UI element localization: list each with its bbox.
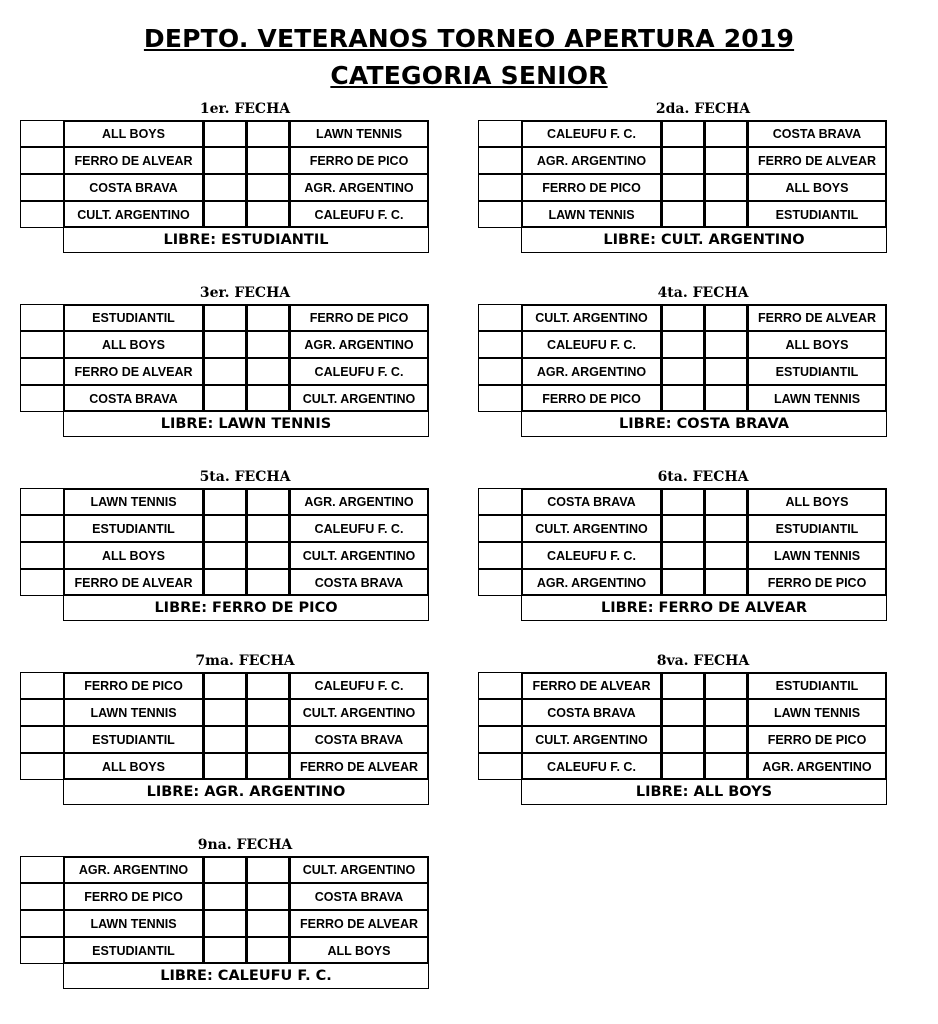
row-number-cell [478, 569, 521, 596]
row-number-cell [20, 672, 63, 699]
home-team: AGR. ARGENTINO [521, 358, 661, 385]
libre-team: LIBRE: ALL BOYS [521, 780, 887, 805]
away-team: COSTA BRAVA [289, 569, 429, 596]
away-score-cell [246, 331, 289, 358]
home-score-cell [203, 753, 246, 780]
row-number-cell [20, 515, 63, 542]
home-team: LAWN TENNIS [63, 910, 203, 937]
away-team: AGR. ARGENTINO [289, 331, 429, 358]
away-team: CULT. ARGENTINO [289, 542, 429, 569]
away-team: AGR. ARGENTINO [289, 174, 429, 201]
home-team: ALL BOYS [63, 120, 203, 147]
away-score-cell [246, 910, 289, 937]
home-team: FERRO DE ALVEAR [63, 147, 203, 174]
away-team: CULT. ARGENTINO [289, 699, 429, 726]
home-team: CALEUFU F. C. [521, 331, 661, 358]
fecha-title: 3er. FECHA [199, 285, 291, 301]
page-title: DEPTO. VETERANOS TORNEO APERTURA 2019 [143, 24, 795, 53]
away-team: ALL BOYS [747, 488, 887, 515]
fecha-title: 6ta. FECHA [657, 469, 749, 485]
row-number-cell [20, 569, 63, 596]
away-score-cell [246, 856, 289, 883]
libre-team: LIBRE: CALEUFU F. C. [63, 964, 429, 989]
home-score-cell [661, 488, 704, 515]
away-score-cell [246, 937, 289, 964]
away-team: CALEUFU F. C. [289, 515, 429, 542]
home-score-cell [203, 699, 246, 726]
fecha-title: 1er. FECHA [199, 101, 291, 117]
home-score-cell [203, 201, 246, 228]
away-score-cell [246, 385, 289, 412]
row-number-cell [20, 331, 63, 358]
home-team: FERRO DE ALVEAR [521, 672, 661, 699]
away-team: COSTA BRAVA [747, 120, 887, 147]
home-score-cell [661, 120, 704, 147]
away-team: AGR. ARGENTINO [289, 488, 429, 515]
libre-team: LIBRE: AGR. ARGENTINO [63, 780, 429, 805]
home-score-cell [203, 385, 246, 412]
row-number-cell [20, 304, 63, 331]
row-number-cell [20, 542, 63, 569]
row-number-cell [20, 488, 63, 515]
away-score-cell [704, 331, 747, 358]
away-score-cell [246, 304, 289, 331]
home-team: LAWN TENNIS [63, 488, 203, 515]
away-team: LAWN TENNIS [289, 120, 429, 147]
away-team: CALEUFU F. C. [289, 358, 429, 385]
home-team: COSTA BRAVA [63, 385, 203, 412]
away-team: FERRO DE PICO [747, 726, 887, 753]
away-team: ALL BOYS [747, 331, 887, 358]
row-number-cell [20, 937, 63, 964]
home-score-cell [203, 488, 246, 515]
away-team: ESTUDIANTIL [747, 672, 887, 699]
away-score-cell [246, 147, 289, 174]
row-number-cell [478, 672, 521, 699]
away-team: ESTUDIANTIL [747, 358, 887, 385]
row-number-cell [478, 174, 521, 201]
home-score-cell [203, 542, 246, 569]
home-team: ESTUDIANTIL [63, 515, 203, 542]
fecha-title: 9na. FECHA [197, 837, 293, 853]
row-number-cell [20, 699, 63, 726]
away-team: COSTA BRAVA [289, 726, 429, 753]
home-team: COSTA BRAVA [521, 699, 661, 726]
home-score-cell [203, 569, 246, 596]
home-score-cell [661, 753, 704, 780]
away-team: FERRO DE ALVEAR [747, 147, 887, 174]
fecha-title: 4ta. FECHA [657, 285, 749, 301]
home-team: ESTUDIANTIL [63, 726, 203, 753]
away-score-cell [246, 726, 289, 753]
away-team: CALEUFU F. C. [289, 672, 429, 699]
libre-team: LIBRE: FERRO DE PICO [63, 596, 429, 621]
libre-team: LIBRE: LAWN TENNIS [63, 412, 429, 437]
away-team: FERRO DE PICO [289, 304, 429, 331]
away-score-cell [704, 304, 747, 331]
away-score-cell [246, 699, 289, 726]
home-team: FERRO DE PICO [63, 672, 203, 699]
row-number-cell [478, 120, 521, 147]
home-team: FERRO DE ALVEAR [63, 358, 203, 385]
home-team: ALL BOYS [63, 753, 203, 780]
away-team: FERRO DE ALVEAR [289, 910, 429, 937]
row-number-cell [478, 201, 521, 228]
home-team: ALL BOYS [63, 331, 203, 358]
away-score-cell [246, 753, 289, 780]
away-team: LAWN TENNIS [747, 385, 887, 412]
away-score-cell [246, 542, 289, 569]
home-score-cell [661, 358, 704, 385]
row-number-cell [20, 120, 63, 147]
home-score-cell [203, 726, 246, 753]
away-team: ALL BOYS [289, 937, 429, 964]
away-score-cell [246, 201, 289, 228]
home-score-cell [203, 937, 246, 964]
fecha-title: 8va. FECHA [656, 653, 750, 669]
home-team: LAWN TENNIS [521, 201, 661, 228]
row-number-cell [478, 515, 521, 542]
row-number-cell [20, 753, 63, 780]
away-score-cell [704, 385, 747, 412]
away-score-cell [246, 358, 289, 385]
row-number-cell [478, 358, 521, 385]
home-team: FERRO DE PICO [63, 883, 203, 910]
libre-team: LIBRE: COSTA BRAVA [521, 412, 887, 437]
home-team: COSTA BRAVA [63, 174, 203, 201]
home-team: ESTUDIANTIL [63, 304, 203, 331]
home-score-cell [661, 385, 704, 412]
row-number-cell [478, 488, 521, 515]
home-score-cell [661, 569, 704, 596]
home-score-cell [203, 120, 246, 147]
away-team: LAWN TENNIS [747, 542, 887, 569]
away-team: FERRO DE ALVEAR [289, 753, 429, 780]
away-score-cell [704, 699, 747, 726]
row-number-cell [478, 753, 521, 780]
home-score-cell [203, 515, 246, 542]
row-number-cell [478, 385, 521, 412]
home-team: CULT. ARGENTINO [521, 304, 661, 331]
row-number-cell [478, 147, 521, 174]
home-score-cell [203, 304, 246, 331]
away-score-cell [246, 883, 289, 910]
away-score-cell [704, 174, 747, 201]
away-score-cell [704, 753, 747, 780]
home-score-cell [661, 542, 704, 569]
home-team: FERRO DE ALVEAR [63, 569, 203, 596]
home-score-cell [203, 358, 246, 385]
away-score-cell [246, 515, 289, 542]
home-team: CALEUFU F. C. [521, 753, 661, 780]
home-team: ESTUDIANTIL [63, 937, 203, 964]
home-team: CULT. ARGENTINO [521, 726, 661, 753]
row-number-cell [20, 726, 63, 753]
row-number-cell [20, 883, 63, 910]
row-number-cell [478, 331, 521, 358]
home-team: AGR. ARGENTINO [521, 569, 661, 596]
libre-team: LIBRE: ESTUDIANTIL [63, 228, 429, 253]
away-score-cell [704, 672, 747, 699]
home-score-cell [203, 147, 246, 174]
row-number-cell [20, 910, 63, 937]
away-score-cell [246, 174, 289, 201]
fecha-title: 7ma. FECHA [195, 653, 295, 669]
away-score-cell [704, 147, 747, 174]
row-number-cell [478, 726, 521, 753]
away-team: FERRO DE PICO [747, 569, 887, 596]
away-team: CULT. ARGENTINO [289, 385, 429, 412]
away-team: AGR. ARGENTINO [747, 753, 887, 780]
away-score-cell [704, 569, 747, 596]
home-team: ALL BOYS [63, 542, 203, 569]
home-score-cell [203, 331, 246, 358]
home-score-cell [203, 883, 246, 910]
away-score-cell [246, 488, 289, 515]
away-team: CULT. ARGENTINO [289, 856, 429, 883]
home-team: CALEUFU F. C. [521, 120, 661, 147]
home-team: LAWN TENNIS [63, 699, 203, 726]
away-team: FERRO DE ALVEAR [747, 304, 887, 331]
row-number-cell [20, 358, 63, 385]
away-score-cell [246, 672, 289, 699]
home-score-cell [203, 910, 246, 937]
away-score-cell [704, 358, 747, 385]
page-subtitle: CATEGORIA SENIOR [330, 61, 608, 90]
home-score-cell [661, 331, 704, 358]
home-score-cell [661, 515, 704, 542]
row-number-cell [478, 304, 521, 331]
libre-team: LIBRE: FERRO DE ALVEAR [521, 596, 887, 621]
row-number-cell [20, 147, 63, 174]
away-score-cell [246, 120, 289, 147]
home-score-cell [203, 672, 246, 699]
home-team: CALEUFU F. C. [521, 542, 661, 569]
away-score-cell [704, 201, 747, 228]
row-number-cell [20, 385, 63, 412]
home-score-cell [661, 304, 704, 331]
away-team: ALL BOYS [747, 174, 887, 201]
fecha-title: 5ta. FECHA [199, 469, 291, 485]
home-team: AGR. ARGENTINO [63, 856, 203, 883]
row-number-cell [20, 174, 63, 201]
away-team: LAWN TENNIS [747, 699, 887, 726]
away-team: COSTA BRAVA [289, 883, 429, 910]
home-score-cell [203, 174, 246, 201]
away-team: ESTUDIANTIL [747, 515, 887, 542]
row-number-cell [478, 542, 521, 569]
away-score-cell [704, 515, 747, 542]
away-score-cell [704, 488, 747, 515]
home-score-cell [661, 726, 704, 753]
row-number-cell [20, 856, 63, 883]
away-score-cell [704, 120, 747, 147]
home-team: CULT. ARGENTINO [63, 201, 203, 228]
home-score-cell [661, 672, 704, 699]
away-team: FERRO DE PICO [289, 147, 429, 174]
home-score-cell [661, 147, 704, 174]
away-score-cell [704, 542, 747, 569]
home-team: FERRO DE PICO [521, 174, 661, 201]
home-team: FERRO DE PICO [521, 385, 661, 412]
home-score-cell [661, 699, 704, 726]
home-team: CULT. ARGENTINO [521, 515, 661, 542]
home-score-cell [203, 856, 246, 883]
away-team: CALEUFU F. C. [289, 201, 429, 228]
row-number-cell [20, 201, 63, 228]
home-score-cell [661, 174, 704, 201]
home-score-cell [661, 201, 704, 228]
home-team: COSTA BRAVA [521, 488, 661, 515]
home-team: AGR. ARGENTINO [521, 147, 661, 174]
away-score-cell [246, 569, 289, 596]
away-team: ESTUDIANTIL [747, 201, 887, 228]
fecha-title: 2da. FECHA [655, 101, 751, 117]
row-number-cell [478, 699, 521, 726]
libre-team: LIBRE: CULT. ARGENTINO [521, 228, 887, 253]
away-score-cell [704, 726, 747, 753]
